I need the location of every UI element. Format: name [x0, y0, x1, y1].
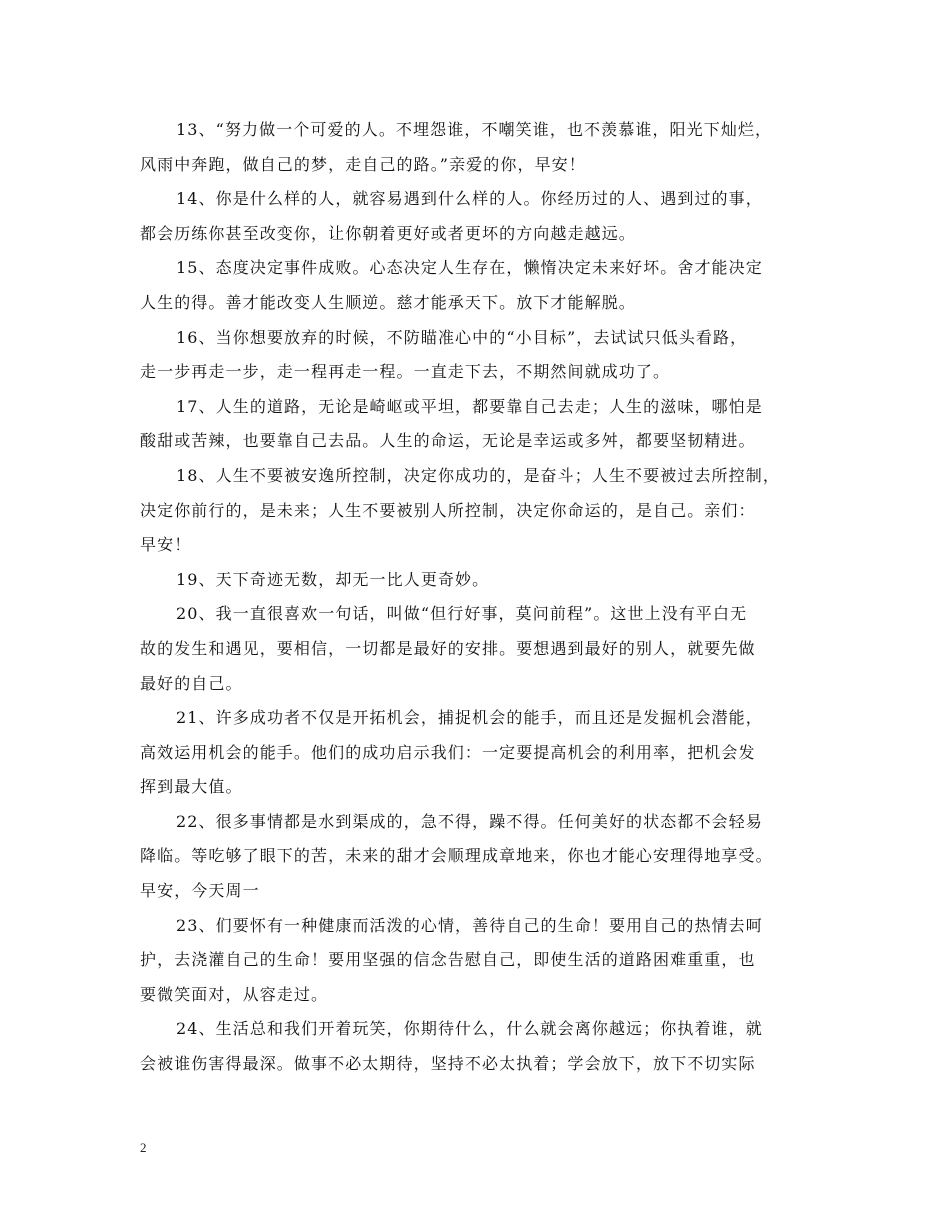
paragraph-line: 早安！ — [140, 535, 192, 555]
paragraph-line: 都会历练你甚至改变你，让你朝着更好或者更坏的方向越走越远。 — [140, 223, 636, 243]
paragraph-line: 18、人生不要被安逸所控制，决定你成功的，是奋斗；人生不要被过去所控制， — [176, 465, 780, 485]
paragraph-line: 17、人生的道路，无论是崎岖或平坦，都要靠自己去走；人生的滋味，哪怕是 — [176, 396, 763, 416]
paragraph-line: 15、态度决定事件成败。心态决定人生存在，懒惰决定未来好坏。舍才能决定 — [176, 258, 763, 278]
paragraph — [140, 459, 830, 563]
paragraph-line: 最好的自己。 — [140, 673, 243, 693]
paragraph-line: 20、我一直很喜欢一句话，叫做“但行好事，莫问前程”。这世上没有平白无 — [176, 604, 748, 624]
page-number: 2 — [140, 1140, 147, 1155]
paragraph-line: 13、“努力做一个可爱的人。不埋怨谁，不嘲笑谁，也不羡慕谁，阳光下灿烂， — [176, 120, 773, 139]
document-body — [140, 113, 830, 1082]
paragraph-line: 早安，今天周一 — [140, 881, 260, 901]
paragraph — [140, 182, 830, 251]
paragraph-line: 酸甜或苦辣，也要靠自己去品。人生的命运，无论是幸运或多舛，都要坚韧精进。 — [140, 431, 756, 451]
paragraph-line: 14、你是什么样的人，就容易遇到什么样的人。你经历过的人、遇到过的事， — [176, 189, 763, 209]
paragraph-line: 16、当你想要放弃的时候，不防瞄准心中的“小目标”，去试试只低头看路， — [176, 327, 748, 347]
paragraph — [140, 563, 830, 598]
paragraph — [140, 805, 830, 909]
paragraph-line: 21、许多成功者不仅是开拓机会，捕捉机会的能手，而且还是发掘机会潜能， — [176, 708, 763, 728]
paragraph-line: 降临。等吃够了眼下的苦，未来的甜才会顺理成章地来，你也才能心安理得地享受。 — [140, 846, 773, 866]
paragraph-line: 走一步再走一步，走一程再走一程。一直走下去，不期然间就成功了。 — [140, 362, 671, 382]
paragraph — [140, 1012, 830, 1081]
paragraph-line: 会被谁伤害得最深。做事不必太期待，坚持不必太执着；学会放下，放下不切实际 — [140, 1054, 756, 1074]
paragraph — [140, 909, 830, 1013]
paragraph-line: 高效运用机会的能手。他们的成功启示我们：一定要提高机会的利用率，把机会发 — [140, 742, 756, 762]
paragraph-line: 护，去浇灌自己的生命！要用坚强的信念告慰自己，即使生活的道路困难重重，也 — [140, 950, 756, 970]
paragraph-line: 22、很多事情都是水到渠成的，急不得，躁不得。任何美好的状态都不会轻易 — [176, 811, 763, 831]
paragraph-line: 风雨中奔跑，做自己的梦，走自己的路。”亲爱的你，早安！ — [140, 154, 586, 174]
paragraph — [140, 113, 830, 182]
paragraph-line: 23、们要怀有一种健康而活泼的心情，善待自己的生命！要用自己的热情去呵 — [176, 915, 763, 935]
paragraph-line: 人生的得。善才能改变人生顺逆。慈才能承天下。放下才能解脱。 — [140, 292, 636, 312]
paragraph — [140, 597, 830, 701]
paragraph-line: 要微笑面对，从容走过。 — [140, 984, 329, 1004]
paragraph — [140, 701, 830, 805]
paragraph-line: 故的发生和遇见，要相信，一切都是最好的安排。要想遇到最好的别人，就要先做 — [140, 638, 756, 658]
paragraph-line: 挥到最大值。 — [140, 777, 243, 797]
paragraph — [140, 251, 830, 320]
paragraph — [140, 321, 830, 390]
paragraph-line: 19、天下奇迹无数，却无一比人更奇妙。 — [176, 569, 490, 589]
paragraph-line: 24、生活总和我们开着玩笑，你期待什么，什么就会离你越远；你执着谁，就 — [176, 1019, 763, 1039]
paragraph — [140, 390, 830, 459]
paragraph-line: 决定你前行的，是未来；人生不要被别人所控制，决定你命运的，是自己。亲们： — [140, 500, 756, 520]
